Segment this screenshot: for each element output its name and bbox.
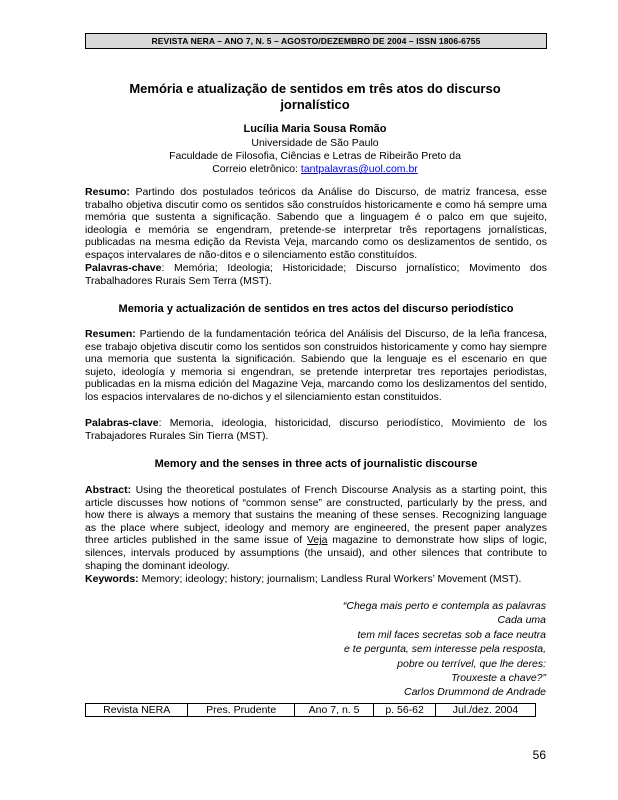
citation-city: Pres. Prudente <box>188 704 295 717</box>
author-name: Lucília Maria Sousa Romão <box>243 123 387 135</box>
citation-volume: Ano 7, n. 5 <box>294 704 373 717</box>
poem-line: “Chega mais perto e contempla as palavras <box>342 600 546 612</box>
palavras-chave-paragraph <box>85 262 547 287</box>
abstract-paragraph <box>85 484 547 572</box>
abstract-veja: Veja <box>307 534 328 547</box>
spanish-title: Memoria y actualización de sentidos en tres actos del discurso periodístico <box>118 303 514 315</box>
palavras-chave-label: Palavras-chave <box>85 262 162 274</box>
page-number: 56 <box>532 748 546 762</box>
resumen-label: Resumen: <box>85 328 136 340</box>
resumo-text: Partindo dos postulados teóricos da Análise do Discurso, de matriz francesa, esse trabalho objetiva discutir como os sentidos são construídos historicamente e como há sempre uma memória que sustenta a significação. Sabendo que a linguagem é o palco em que sujeito, ideologia e memória se engendram, pretende-se interpretar três reportagens jornalísticas, publicadas na mesma edição da Revista Veja, marcando como os deslizamentos de sentido, os espaços intervalares de não-ditos e o silenciamento estão constituídos. <box>85 186 547 261</box>
keywords-paragraph <box>85 573 547 586</box>
resumen-paragraph <box>85 328 547 404</box>
poem-line: tem mil faces secretas sob a face neutra <box>357 628 546 641</box>
poem-author: Carlos Drummond de Andrade <box>403 686 546 699</box>
poem-line: e te pergunta, sem interesse pela resposta, <box>344 643 546 656</box>
citation-date: Jul./dez. 2004 <box>436 704 536 717</box>
abstract-text-1: Using the theoretical postulates of French Discourse Analysis as a starting point, this article discusses how notions of “common sense” are constructed, particularly by the press, and how there is always a memory that sustains the meaning of these senses. Recognizing language as the place where subject, ideology and memory are engineered, the present paper analyzes three articles published in the same issue of <box>85 484 547 547</box>
resumo-paragraph <box>85 186 547 262</box>
resumo-label: Resumo: <box>85 186 130 198</box>
palabras-clave-label: Palabras-clave <box>85 417 159 429</box>
resumen-text: Partiendo de la fundamentación teórica del Análisis del Discurso, de la leña francesa, ese trabajo objetiva discutir como los sentidos son construidos historicamente y como hay siempre una memoria que sustenta la significación. Sabiendo que la lenguaje es el escenario en que sujeto, ideología y memoria si engendran, se pretende interpretar tres reportajes periodistas, publicadas en la misma edición del Magazine Veja, marcando como los deslizamentos del sentido, los espacios intervalares de no-dichos y el silenciamiento estan constituidos. <box>85 328 547 403</box>
journal-header: REVISTA NERA – ANO 7, N. 5 – AGOSTO/DEZEMBRO DE 2004 – ISSN 1806-6755 <box>85 33 547 49</box>
keywords-label: Keywords: <box>85 573 139 585</box>
affiliation-university: Universidade de São Paulo <box>251 137 379 149</box>
email-line <box>85 163 545 176</box>
citation-row <box>86 704 536 717</box>
abstract-label: Abstract: <box>85 484 132 496</box>
citation-table <box>85 703 536 717</box>
english-title: Memory and the senses in three acts of journalistic discourse <box>154 458 478 470</box>
poem-line: Trouxeste a chave?” <box>451 672 546 685</box>
palabras-clave-text: : Memoria, ideologia, historicidad, discurso periodístico, Movimiento de los Trabajadores Rurales Sin Tierra (MST). <box>85 417 547 442</box>
palavras-chave-text: : Memória; Ideologia; Historicidade; Discurso jornalístico; Movimento dos Trabalhadores Rurais Sem Terra (MST). <box>85 262 547 287</box>
citation-journal: Revista NERA <box>86 704 188 717</box>
affiliation-faculty: Faculdade de Filosofia, Ciências e Letras de Ribeirão Preto da <box>169 150 461 162</box>
poem-line: Cada uma <box>497 614 546 627</box>
article-title <box>85 81 545 113</box>
keywords-text: Memory; ideology; history; journalism; Landless Rural Workers’ Movement (MST). <box>138 573 522 585</box>
abstract-text-2: magazine to demonstrate how slips of logic, silences, intervals produced by assumptions (the unsaid), and other silences that contribute to shaping the dominant ideology. <box>85 534 547 572</box>
title-line-2: jornalístico <box>280 97 350 112</box>
email-label: Correio eletrônico: <box>212 163 301 175</box>
citation-pages: p. 56-62 <box>374 704 436 717</box>
title-line-1: Memória e atualização de sentidos em três atos do discurso <box>129 81 501 96</box>
poem-line: pobre ou terrível, que lhe deres: <box>397 657 546 670</box>
epigraph-poem <box>343 599 546 700</box>
email-link[interactable]: tantpalavras@uol.com.br <box>300 163 418 175</box>
palabras-clave-paragraph <box>85 417 547 442</box>
